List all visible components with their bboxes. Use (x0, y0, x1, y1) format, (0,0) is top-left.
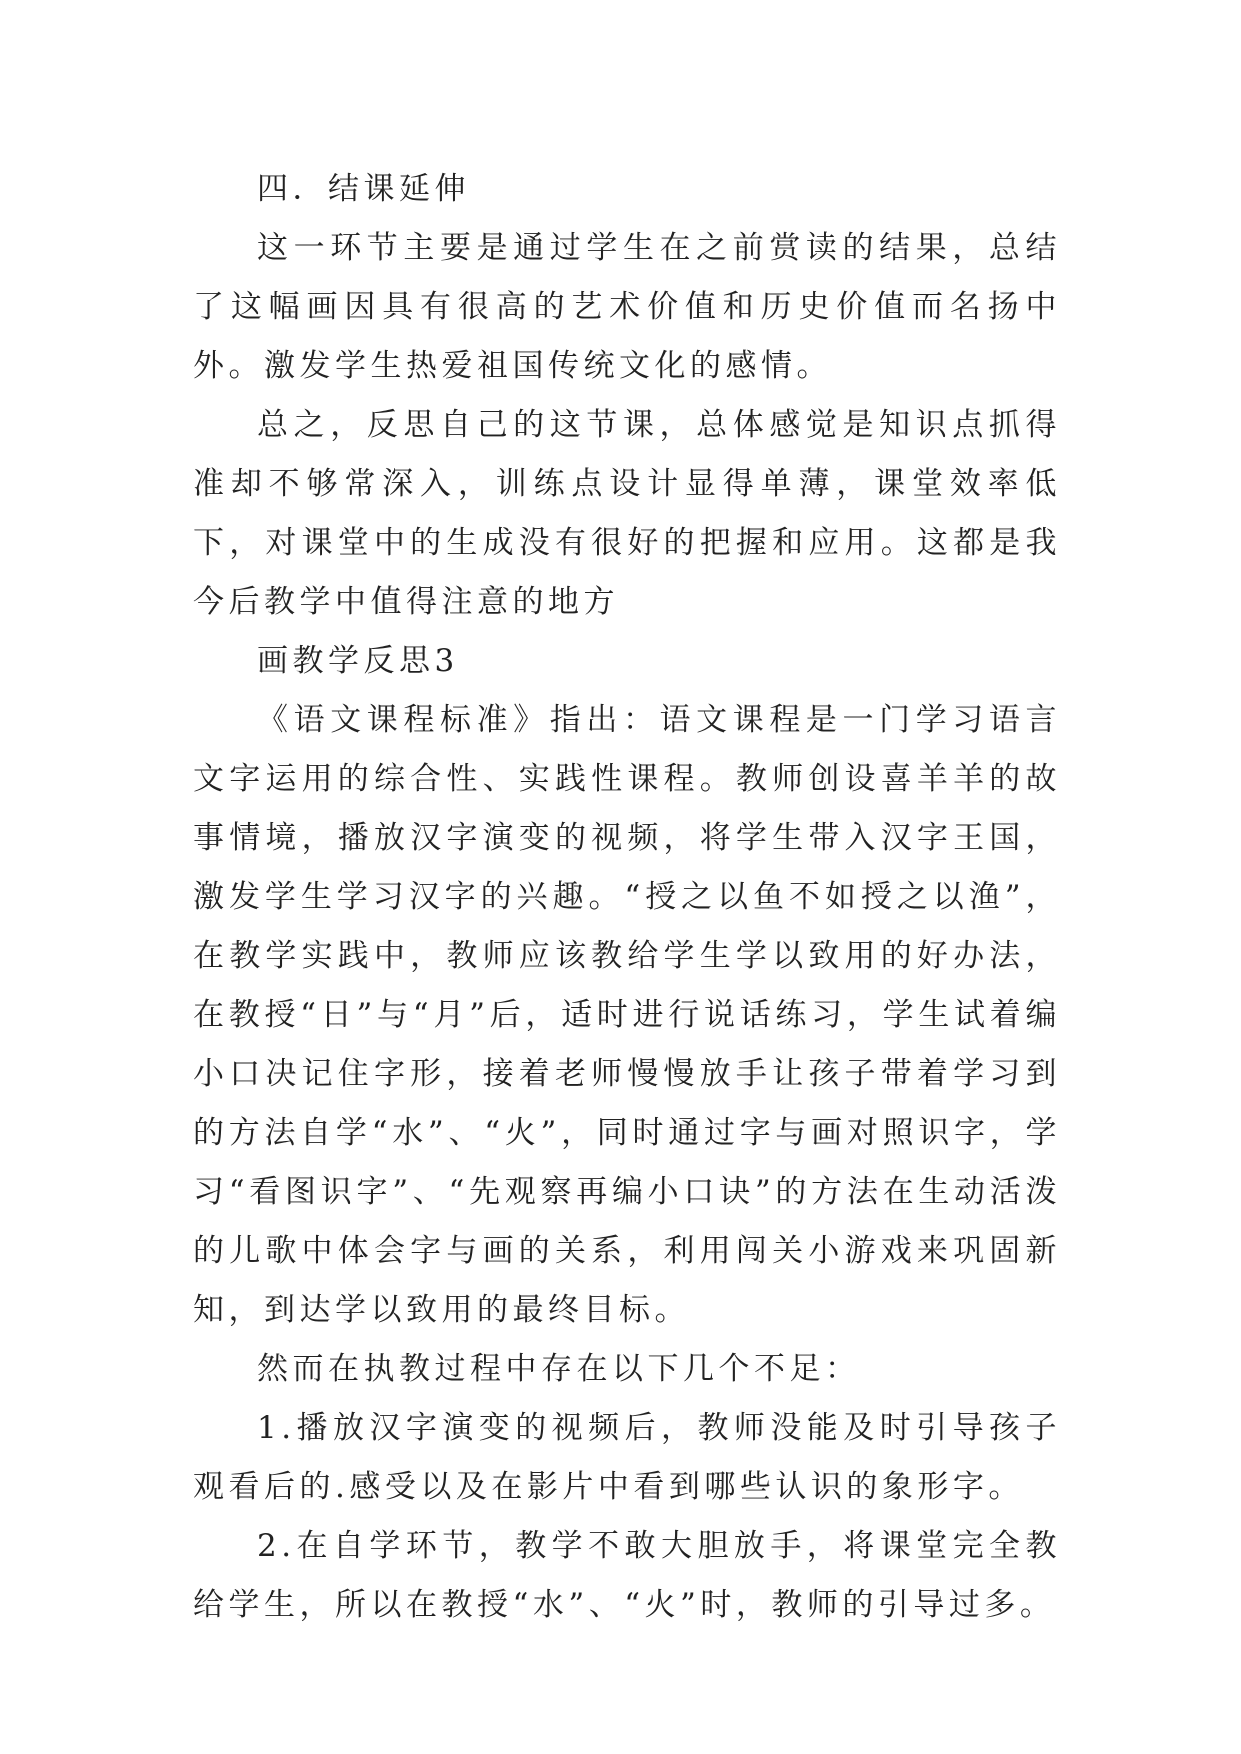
section-heading: 画教学反思3 (257, 643, 459, 679)
body-paragraph: 《语文课程标准》指出：语文课程是一门学习语言文字运用的综合性、实践性课程。教师创设喜羊羊的故事情境，播放汉字演变的视频，将学生带入汉字王国，激发学生学习汉字的兴趣。“授之以鱼不如授之以渔”，在教学实践中，教师应该教给学生学以致用的好办法，在教授“日”与“月”后，适时进行说话练习，学生试着编小口决记住字形，接着老师慢慢放手让孩子带着学习到的方法自学“水”、“火”，同时通过字与画对照识字，学习“看图识字”、“先观察再编小口诀”的方法在生动活泼的儿歌中体会字与画的关系，利用闯关小游戏来巩固新知，到达学以致用的最终目标。 (193, 702, 1061, 1328)
list-item: 2.在自学环节，教学不敢大胆放手，将课堂完全教给学生，所以在教授“水”、“火”时，教师的引导过多。 (193, 1528, 1061, 1623)
document-body (193, 160, 1061, 1635)
section-heading: 四．结课延伸 (257, 171, 470, 207)
list-item: 1.播放汉字演变的视频后，教师没能及时引导孩子观看后的.感受以及在影片中看到哪些认识的象形字。 (193, 1410, 1061, 1505)
body-paragraph: 总之，反思自己的这节课，总体感觉是知识点抓得准却不够常深入，训练点设计显得单薄，课堂效率低下，对课堂中的生成没有很好的把握和应用。这都是我今后教学中值得注意的地方 (193, 407, 1061, 620)
body-paragraph: 然而在执教过程中存在以下几个不足： (257, 1351, 861, 1387)
body-paragraph: 这一环节主要是通过学生在之前赏读的结果，总结了这幅画因具有很高的艺术价值和历史价值而名扬中外。激发学生热爱祖国传统文化的感情。 (193, 230, 1061, 384)
